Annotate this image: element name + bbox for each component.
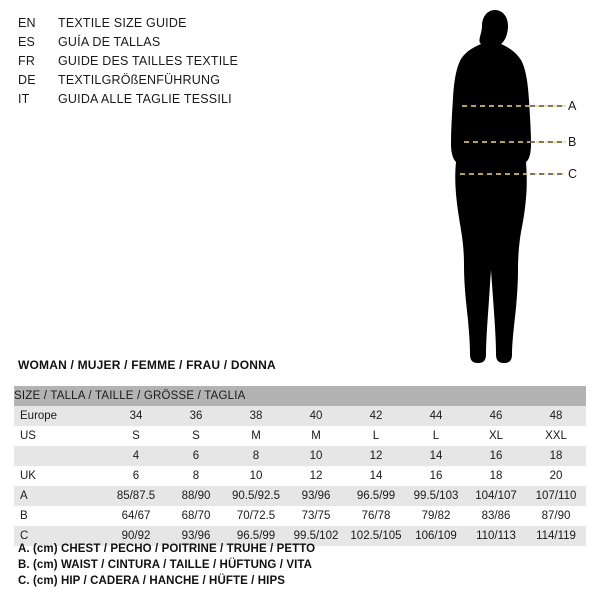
table-cell: 93/96 (286, 486, 346, 506)
table-cell: 76/78 (346, 506, 406, 526)
table-cell: 16 (406, 466, 466, 486)
table-cell: 10 (286, 446, 346, 466)
table-cell: 104/107 (466, 486, 526, 506)
table-cell: 12 (346, 446, 406, 466)
table-header-row (14, 386, 586, 406)
row-label: UK (14, 466, 106, 486)
table-cell: L (406, 426, 466, 446)
table-cell: 14 (346, 466, 406, 486)
row-label (14, 446, 106, 466)
table-cell: 16 (466, 446, 526, 466)
language-row (18, 33, 318, 51)
table-cell: 90/92 (106, 526, 166, 546)
language-row (18, 90, 318, 108)
measure-label-c: C (568, 167, 578, 181)
measurement-legend (18, 541, 578, 589)
table-cell: 8 (226, 446, 286, 466)
table-cell: 79/82 (406, 506, 466, 526)
table-cell: 93/96 (166, 526, 226, 546)
table-cell: 99.5/102 (286, 526, 346, 546)
table-cell: 110/113 (466, 526, 526, 546)
language-title: GUIDE DES TAILLES TEXTILE (58, 54, 239, 68)
table-row (14, 446, 586, 466)
measure-label-b: B (568, 135, 577, 149)
table-cell: 40 (286, 406, 346, 426)
woman-section-header: WOMAN / MUJER / FEMME / FRAU / DONNA (18, 358, 276, 372)
table-cell: 36 (166, 406, 226, 426)
language-title: TEXTILE SIZE GUIDE (58, 16, 187, 30)
table-cell: 8 (166, 466, 226, 486)
table-cell: 64/67 (106, 506, 166, 526)
table-row (14, 406, 586, 426)
table-cell: 106/109 (406, 526, 466, 546)
row-label: A (14, 486, 106, 506)
table-cell: 88/90 (166, 486, 226, 506)
language-title: GUÍA DE TALLAS (58, 35, 161, 49)
table-cell: 70/72.5 (226, 506, 286, 526)
table-row (14, 506, 586, 526)
table-cell: 14 (406, 446, 466, 466)
table-cell: 42 (346, 406, 406, 426)
row-label: B (14, 506, 106, 526)
female-silhouette-figure (430, 8, 590, 373)
table-cell: 18 (466, 466, 526, 486)
table-cell: 6 (106, 466, 166, 486)
table-cell: 102.5/105 (346, 526, 406, 546)
size-table (14, 386, 586, 546)
language-title: TEXTILGRÖßENFÜHRUNG (58, 73, 221, 87)
table-cell: 18 (526, 446, 586, 466)
language-code: EN (18, 16, 36, 30)
language-code: IT (18, 92, 30, 106)
size-table-wrapper (14, 386, 586, 546)
table-cell: 107/110 (526, 486, 586, 506)
table-cell: 99.5/103 (406, 486, 466, 506)
table-cell: 44 (406, 406, 466, 426)
table-cell: 85/87.5 (106, 486, 166, 506)
language-row (18, 71, 318, 89)
language-row (18, 52, 318, 70)
table-cell: S (166, 426, 226, 446)
table-row (14, 466, 586, 486)
table-cell: 114/119 (526, 526, 586, 546)
language-code: DE (18, 73, 36, 87)
table-cell: 83/86 (466, 506, 526, 526)
row-label: C (14, 526, 106, 546)
language-code: ES (18, 35, 36, 49)
table-cell: 6 (166, 446, 226, 466)
table-cell: 4 (106, 446, 166, 466)
table-cell: M (226, 426, 286, 446)
language-row (18, 14, 318, 32)
measure-label-a: A (568, 99, 577, 113)
table-cell: 34 (106, 406, 166, 426)
table-cell: 20 (526, 466, 586, 486)
table-cell: M (286, 426, 346, 446)
language-title: GUIDA ALLE TAGLIE TESSILI (58, 92, 232, 106)
table-cell: 10 (226, 466, 286, 486)
silhouette-icon (430, 8, 590, 373)
table-row (14, 486, 586, 506)
table-cell: 38 (226, 406, 286, 426)
table-cell: S (106, 426, 166, 446)
table-cell: 12 (286, 466, 346, 486)
table-cell: 46 (466, 406, 526, 426)
table-cell: XXL (526, 426, 586, 446)
legend-row-a: A. (cm) CHEST / PECHO / POITRINE / TRUHE / PETTO (18, 543, 316, 555)
table-cell: 87/90 (526, 506, 586, 526)
legend-row-b: B. (cm) WAIST / CINTURA / TAILLE / HÜFTUNG / VITA (18, 559, 313, 571)
table-cell: 68/70 (166, 506, 226, 526)
table-cell: 48 (526, 406, 586, 426)
table-row (14, 426, 586, 446)
table-cell: 96.5/99 (346, 486, 406, 506)
table-cell: 96.5/99 (226, 526, 286, 546)
table-header-label: SIZE / TALLA / TAILLE / GRÖSSE / TAGLIA (14, 386, 586, 406)
language-title-list (18, 14, 318, 109)
row-label: Europe (14, 406, 106, 426)
table-cell: 73/75 (286, 506, 346, 526)
language-code: FR (18, 54, 36, 68)
legend-row-c: C. (cm) HIP / CADERA / HANCHE / HÜFTE / HIPS (18, 575, 286, 587)
table-cell: XL (466, 426, 526, 446)
table-cell: L (346, 426, 406, 446)
row-label: US (14, 426, 106, 446)
table-cell: 90.5/92.5 (226, 486, 286, 506)
